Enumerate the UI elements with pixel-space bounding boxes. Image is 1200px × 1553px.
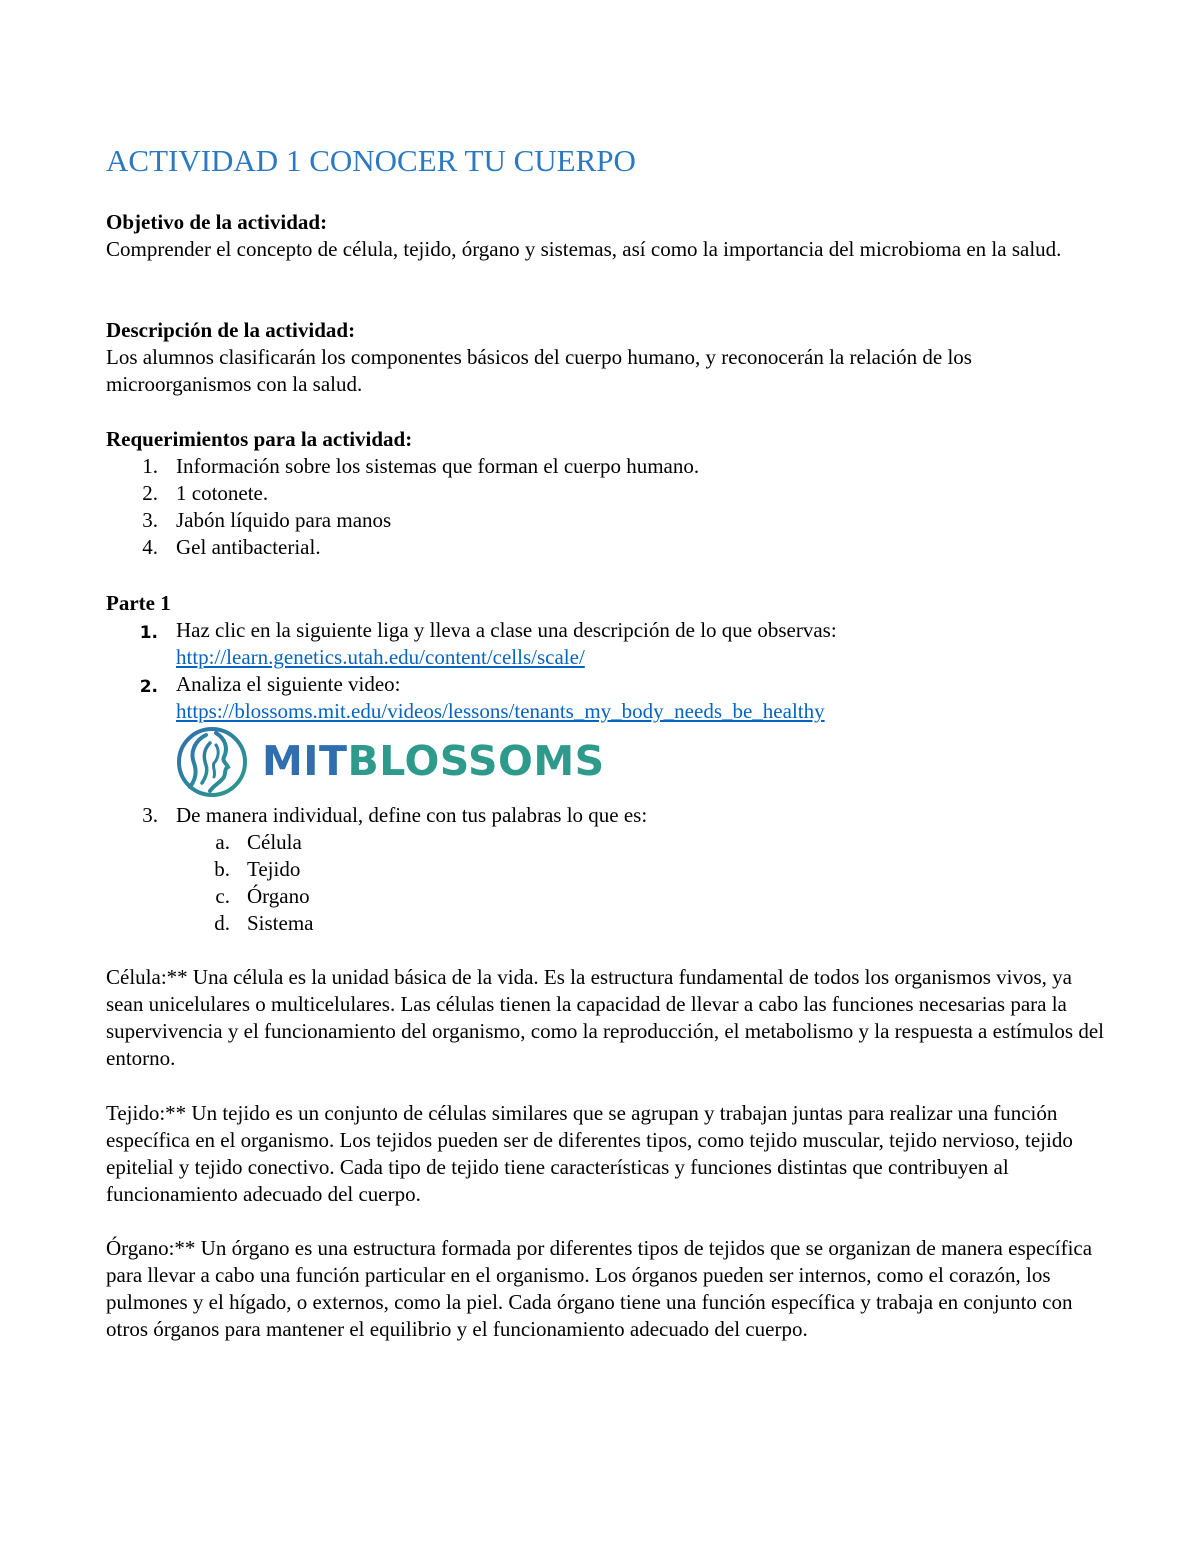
page-title: ACTIVIDAD 1 CONOCER TU CUERPO — [106, 143, 636, 178]
logo-blossoms-text: BLOSSOMS — [347, 737, 605, 785]
requirement-item: Jabón líquido para manos — [176, 508, 392, 532]
subitem-text: Célula — [247, 830, 302, 854]
requirement-item: 1 cotonete. — [176, 481, 269, 505]
step-number: 2. — [139, 677, 158, 697]
subitem-letter: b. — [214, 857, 230, 881]
logo-mit-text: MIT — [262, 737, 348, 785]
step3-text: De manera individual, define con tus palabras lo que es: — [176, 803, 648, 827]
subitem-text: Tejido — [247, 857, 301, 881]
requirement-number: 3. — [142, 508, 158, 532]
mit-blossoms-logo-icon — [176, 727, 252, 797]
requirement-number: 1. — [142, 454, 158, 478]
blossoms-video-link[interactable]: https://blossoms.mit.edu/videos/lessons/tenants_my_body_needs_be_healthy — [176, 699, 825, 723]
subitem-text: Órgano — [247, 884, 310, 908]
requirement-number: 2. — [142, 481, 158, 505]
mit-blossoms-logo — [176, 727, 605, 797]
requirement-item: Gel antibacterial. — [176, 535, 321, 559]
part1-heading: Parte 1 — [106, 591, 171, 615]
requirements-heading: Requerimientos para la actividad: — [106, 427, 413, 451]
definition-tejido: Tejido:** Un tejido es un conjunto de células similares que se agrupan y trabajan juntas para realizar una función específica en el organismo. Los tejidos pueden ser de diferentes tipos, como tejido muscular, tejido nervioso, tejido epitelial y tejido conectivo. Cada tipo de tejido tiene características y funciones distintas que contribuyen al funcionamiento adecuado del cuerpo. — [106, 1101, 1073, 1206]
step-number: 3. — [142, 803, 158, 827]
definition-organo: Órgano:** Un órgano es una estructura formada por diferentes tipos de tejidos que se organizan de manera específica para llevar a cabo una función particular en el organismo. Los órganos pueden ser internos, como el corazón, los pulmones y el hígado, o externos, como la piel. Cada órgano tiene una función específica y trabaja en conjunto con otros órganos para mantener el equilibrio y el funcionamiento adecuado del cuerpo. — [106, 1236, 1093, 1341]
objective-text: Comprender el concepto de célula, tejido, órgano y sistemas, así como la importancia del microbioma en la salud. — [106, 237, 1062, 261]
requirement-item: Información sobre los sistemas que forman el cuerpo humano. — [176, 454, 700, 478]
subitem-letter: c. — [215, 884, 230, 908]
description-text: Los alumnos clasificarán los componentes básicos del cuerpo humano, y reconocerán la relación de los microorganismos con la salud. — [106, 345, 972, 396]
step2-text: Analiza el siguiente video: — [176, 672, 401, 696]
step1-text: Haz clic en la siguiente liga y lleva a clase una descripción de lo que observas: — [176, 618, 837, 642]
description-heading: Descripción de la actividad: — [106, 318, 356, 342]
definition-celula: Célula:** Una célula es la unidad básica de la vida. Es la estructura fundamental de todos los organismos vivos, ya sean unicelulares o multicelulares. Las células tienen la capacidad de llevar a cabo las funciones necesarias para la supervivencia y el funcionamiento del organismo, como la reproducción, el metabolismo y la respuesta a estímulos del entorno. — [106, 965, 1105, 1070]
step-number: 1. — [139, 623, 158, 643]
subitem-letter: d. — [214, 911, 230, 935]
requirement-number: 4. — [142, 535, 158, 559]
subitem-letter: a. — [215, 830, 230, 854]
genetics-link[interactable]: http://learn.genetics.utah.edu/content/cells/scale/ — [176, 645, 585, 669]
subitem-text: Sistema — [247, 911, 314, 935]
objective-heading: Objetivo de la actividad: — [106, 210, 328, 234]
logo-wordmark — [262, 735, 605, 787]
